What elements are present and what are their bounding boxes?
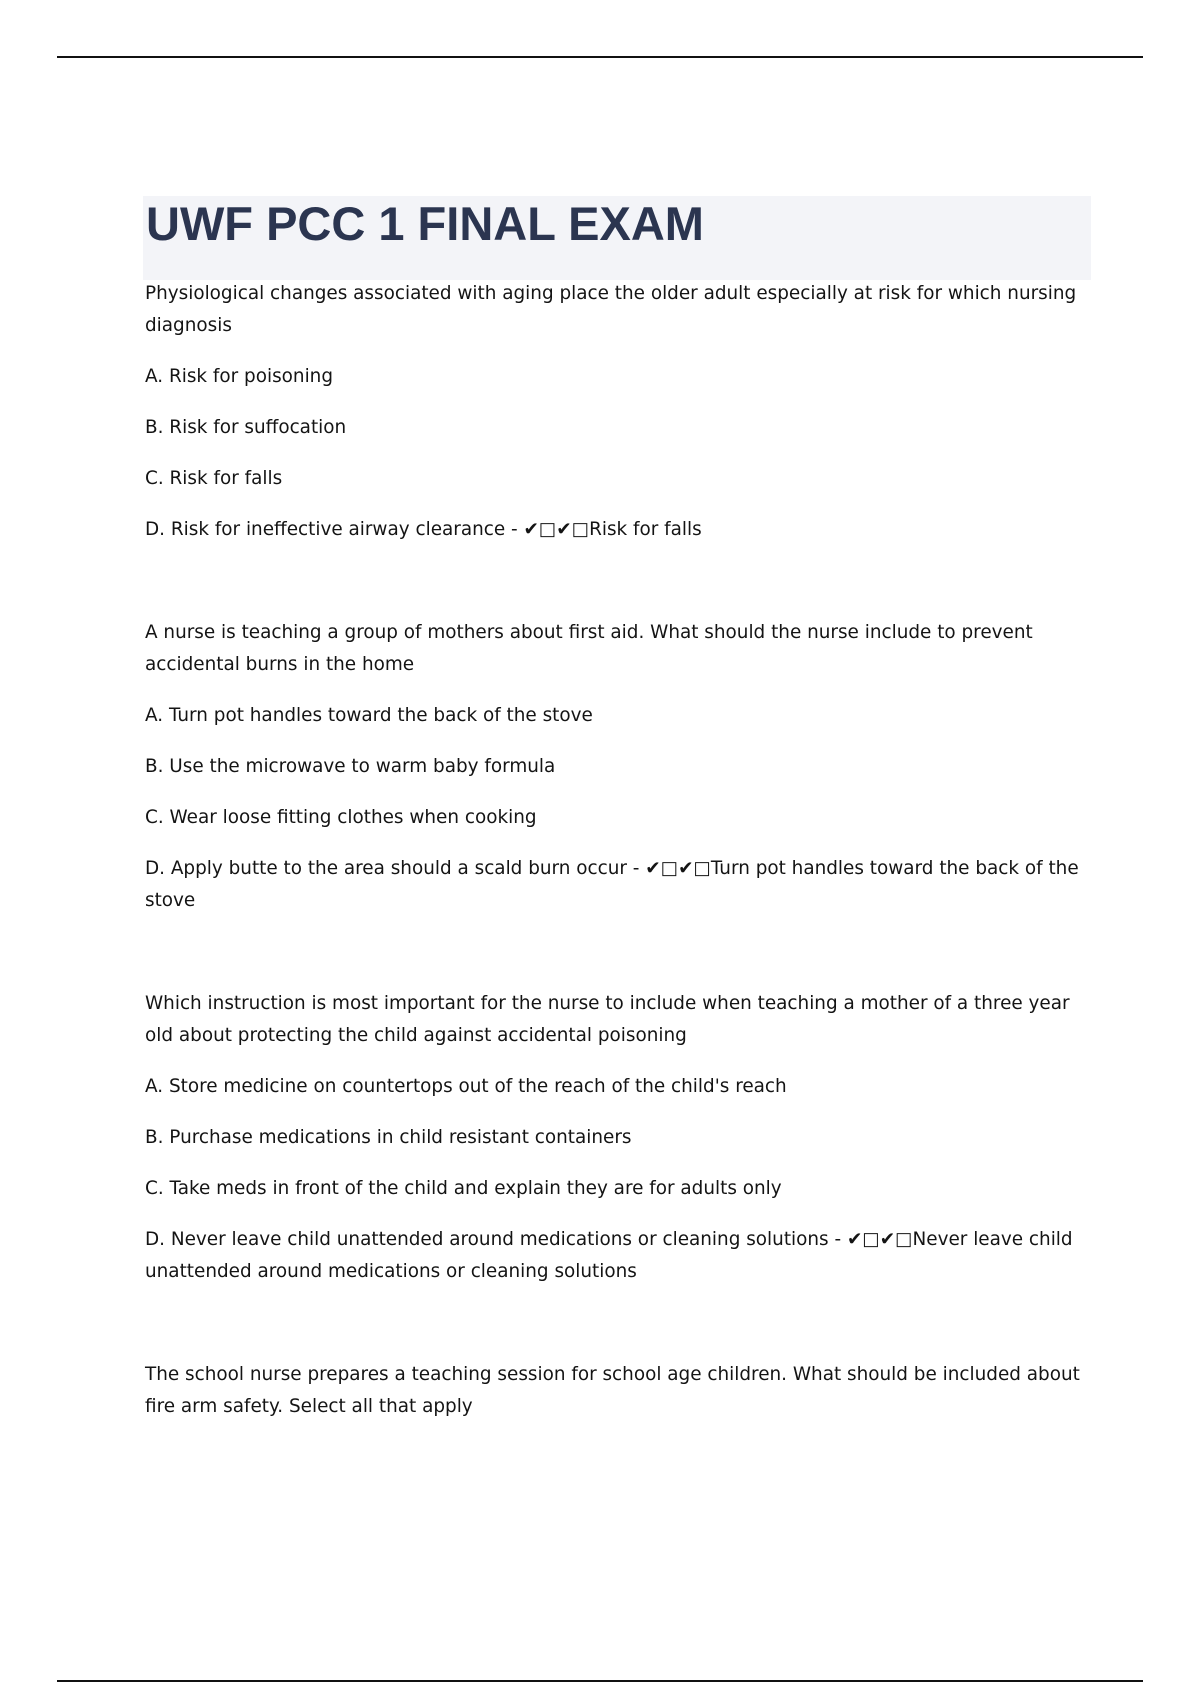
answer-option: B. Purchase medications in child resistant containers — [145, 1127, 632, 1148]
question-1 — [145, 278, 1093, 546]
answer-option: A. Risk for poisoning — [145, 366, 334, 387]
question-stem: Physiological changes associated with aging place the older adult especially at risk for which nursing diagnosis — [145, 283, 1077, 336]
answer-option: C. Wear loose fitting clothes when cooking — [145, 807, 537, 828]
bottom-rule — [57, 1680, 1143, 1682]
question-stem: Which instruction is most important for the nurse to include when teaching a mother of a three year old about protecting the child against accidental poisoning — [145, 993, 1070, 1046]
question-spacer — [145, 1307, 1093, 1359]
answer-option-with-key: D. Risk for ineffective airway clearance - ✔□✔□Risk for falls — [145, 519, 702, 540]
question-spacer — [145, 936, 1093, 988]
answer-option: C. Risk for falls — [145, 468, 283, 489]
question-3 — [145, 988, 1093, 1288]
page-title: UWF PCC 1 FINAL EXAM — [146, 197, 704, 250]
top-rule — [57, 56, 1143, 58]
answer-option-with-key: D. Never leave child unattended around medications or cleaning solutions - ✔□✔□Never leave child unattended around medications or cleaning solutions — [145, 1229, 1073, 1282]
answer-option: C. Take meds in front of the child and explain they are for adults only — [145, 1178, 782, 1199]
answer-option: A. Turn pot handles toward the back of the stove — [145, 705, 593, 726]
question-4 — [145, 1359, 1093, 1423]
answer-option-with-key: D. Apply butte to the area should a scald burn occur - ✔□✔□Turn pot handles toward the back of the stove — [145, 858, 1079, 911]
document-body — [145, 278, 1093, 1442]
question-2 — [145, 617, 1093, 917]
question-stem: The school nurse prepares a teaching session for school age children. What should be included about fire arm safety. Select all that apply — [145, 1364, 1080, 1417]
answer-option: B. Use the microwave to warm baby formula — [145, 756, 556, 777]
question-spacer — [145, 565, 1093, 617]
answer-option: A. Store medicine on countertops out of the reach of the child's reach — [145, 1076, 787, 1097]
answer-option: B. Risk for suffocation — [145, 417, 347, 438]
question-stem: A nurse is teaching a group of mothers about first aid. What should the nurse include to prevent accidental burns in the home — [145, 622, 1033, 675]
